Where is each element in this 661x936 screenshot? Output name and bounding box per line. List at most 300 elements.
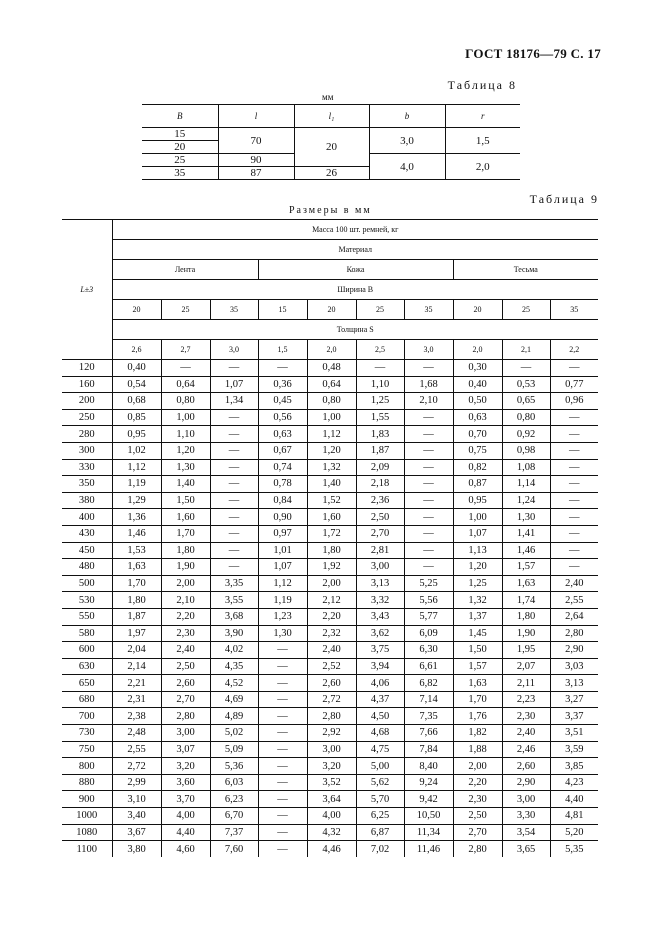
mass-cell: 1,52 (307, 492, 356, 509)
mass-cell: — (258, 360, 307, 377)
table-row (62, 442, 598, 459)
length-cell: 120 (62, 360, 112, 377)
mass-cell: 1,08 (502, 459, 550, 476)
mass-cell: 4,32 (307, 824, 356, 841)
t9-width-value: 35 (550, 300, 598, 320)
mass-cell: — (550, 459, 598, 476)
mass-cell: — (210, 409, 258, 426)
t9-thickness-value: 2,6 (112, 340, 161, 360)
table9 (62, 219, 598, 857)
t9-thickness-header: Толщина S (112, 320, 598, 340)
mass-cell: — (356, 360, 404, 377)
mass-cell: 0,45 (258, 393, 307, 410)
mass-cell: 2,80 (550, 625, 598, 642)
mass-cell: 5,20 (550, 824, 598, 841)
mass-cell: 4,35 (210, 658, 258, 675)
mass-cell: 2,72 (112, 758, 161, 775)
mass-cell: 2,80 (161, 708, 210, 725)
table-row (62, 376, 598, 393)
t9-width-header: Ширина B (112, 280, 598, 300)
mass-cell: 2,60 (502, 758, 550, 775)
mass-cell: 2,18 (356, 476, 404, 493)
mass-cell: 3,65 (502, 841, 550, 857)
mass-cell: 1,87 (356, 442, 404, 459)
mass-cell: 11,34 (404, 824, 453, 841)
t9-width-value: 25 (356, 300, 404, 320)
mass-cell: 2,00 (453, 758, 502, 775)
mass-cell: — (258, 841, 307, 857)
t9-width-value: 35 (210, 300, 258, 320)
mass-cell: 5,00 (356, 758, 404, 775)
t8-cell: 2,0 (445, 154, 520, 180)
table-row (62, 642, 598, 659)
t8-cell: 25 (142, 154, 218, 167)
mass-cell: 3,32 (356, 592, 404, 609)
mass-cell: 3,68 (210, 608, 258, 625)
mass-cell: 7,60 (210, 841, 258, 857)
mass-cell: 1,74 (502, 592, 550, 609)
t9-width-value: 25 (502, 300, 550, 320)
table-row (62, 808, 598, 825)
length-cell: 380 (62, 492, 112, 509)
mass-cell: — (258, 808, 307, 825)
mass-cell: — (404, 409, 453, 426)
mass-cell: — (550, 476, 598, 493)
mass-cell: 6,82 (404, 675, 453, 692)
mass-cell: 1,55 (356, 409, 404, 426)
mass-cell: 4,06 (356, 675, 404, 692)
table9-subtitle: Размеры в мм (289, 205, 372, 216)
t9-thickness-value: 2,5 (356, 340, 404, 360)
mass-cell: 1,20 (307, 442, 356, 459)
mass-cell: 2,31 (112, 691, 161, 708)
mass-cell: 2,70 (356, 525, 404, 542)
mass-cell: 2,64 (550, 608, 598, 625)
mass-cell: 1,02 (112, 442, 161, 459)
mass-cell: 5,35 (550, 841, 598, 857)
length-cell: 1000 (62, 808, 112, 825)
mass-cell: 1,07 (210, 376, 258, 393)
mass-cell: 3,94 (356, 658, 404, 675)
mass-cell: 1,46 (502, 542, 550, 559)
t8-cell: 26 (294, 167, 369, 180)
mass-cell: 3,10 (112, 791, 161, 808)
mass-cell: 2,30 (502, 708, 550, 725)
mass-cell: 2,99 (112, 774, 161, 791)
table-row (62, 409, 598, 426)
mass-cell: 2,30 (453, 791, 502, 808)
mass-cell: 6,87 (356, 824, 404, 841)
mass-cell: 2,80 (453, 841, 502, 857)
t8-cell: 20 (142, 141, 218, 154)
mass-cell: 0,48 (307, 360, 356, 377)
mass-cell: 3,64 (307, 791, 356, 808)
mass-cell: 0,95 (112, 426, 161, 443)
mass-cell: 3,52 (307, 774, 356, 791)
table-row (62, 459, 598, 476)
mass-cell: — (258, 708, 307, 725)
mass-cell: 4,46 (307, 841, 356, 857)
table-row (62, 525, 598, 542)
t8-header-b: b (369, 105, 445, 128)
mass-cell: — (258, 725, 307, 742)
t9-material-tape: Лента (112, 260, 258, 280)
mass-cell: 2,32 (307, 625, 356, 642)
mass-cell: 0,56 (258, 409, 307, 426)
mass-cell: 0,53 (502, 376, 550, 393)
mass-cell: 2,10 (161, 592, 210, 609)
mass-cell: — (258, 791, 307, 808)
mass-cell: 4,37 (356, 691, 404, 708)
mass-cell: 1,60 (161, 509, 210, 526)
mass-cell: 1,00 (161, 409, 210, 426)
table-row (62, 575, 598, 592)
mass-cell: 0,63 (453, 409, 502, 426)
mass-cell: 0,54 (112, 376, 161, 393)
mass-cell: 0,64 (161, 376, 210, 393)
mass-cell: 2,52 (307, 658, 356, 675)
mass-cell: 3,80 (112, 841, 161, 857)
mass-cell: 4,52 (210, 675, 258, 692)
table-row (62, 691, 598, 708)
mass-cell: 2,14 (112, 658, 161, 675)
mass-cell: 3,20 (161, 758, 210, 775)
mass-cell: — (210, 542, 258, 559)
mass-cell: — (404, 360, 453, 377)
mass-cell: 1,23 (258, 608, 307, 625)
mass-cell: 1,53 (112, 542, 161, 559)
mass-cell: — (258, 774, 307, 791)
mass-cell: 3,40 (112, 808, 161, 825)
mass-cell: 3,13 (550, 675, 598, 692)
t9-material-header: Материал (112, 240, 598, 260)
mass-cell: — (404, 509, 453, 526)
mass-cell: 2,10 (404, 393, 453, 410)
mass-cell: — (550, 542, 598, 559)
t9-width-value: 35 (404, 300, 453, 320)
mass-cell: 4,89 (210, 708, 258, 725)
mass-cell: 2,00 (307, 575, 356, 592)
mass-cell: 1,95 (502, 642, 550, 659)
mass-cell: 4,68 (356, 725, 404, 742)
table-row (62, 559, 598, 576)
mass-cell: 0,64 (307, 376, 356, 393)
length-cell: 800 (62, 758, 112, 775)
mass-cell: 0,50 (453, 393, 502, 410)
table-row (62, 708, 598, 725)
mass-cell: 2,50 (453, 808, 502, 825)
mass-cell: 1,40 (161, 476, 210, 493)
mass-cell: 1,87 (112, 608, 161, 625)
mass-cell: — (210, 492, 258, 509)
mass-cell: 3,54 (502, 824, 550, 841)
mass-cell: 2,20 (453, 774, 502, 791)
mass-cell: 1,92 (307, 559, 356, 576)
t8-header-r: r (445, 105, 520, 128)
mass-cell: 4,00 (161, 808, 210, 825)
mass-cell: 2,20 (161, 608, 210, 625)
length-cell: 750 (62, 741, 112, 758)
mass-cell: 3,43 (356, 608, 404, 625)
mass-cell: 1,32 (307, 459, 356, 476)
mass-cell: 1,50 (161, 492, 210, 509)
table-row (62, 741, 598, 758)
mass-cell: — (550, 360, 598, 377)
mass-cell: 1,13 (453, 542, 502, 559)
t9-width-value: 20 (307, 300, 356, 320)
mass-cell: — (258, 642, 307, 659)
mass-cell: — (550, 409, 598, 426)
t9-thickness-value: 2,0 (453, 340, 502, 360)
mass-cell: 5,09 (210, 741, 258, 758)
table-row (62, 758, 598, 775)
mass-cell: 0,95 (453, 492, 502, 509)
t9-width-value: 20 (112, 300, 161, 320)
mass-cell: 0,80 (307, 393, 356, 410)
mass-cell: 3,59 (550, 741, 598, 758)
mass-cell: 7,02 (356, 841, 404, 857)
mass-cell: 2,04 (112, 642, 161, 659)
mass-cell: — (550, 426, 598, 443)
mass-cell: 2,40 (502, 725, 550, 742)
t8-header-l1: l₁ (294, 105, 369, 128)
mass-cell: — (550, 509, 598, 526)
mass-cell: 0,84 (258, 492, 307, 509)
mass-cell: 1,46 (112, 525, 161, 542)
mass-cell: 1,40 (307, 476, 356, 493)
mass-cell: 1,24 (502, 492, 550, 509)
table-row (62, 509, 598, 526)
table-row (62, 393, 598, 410)
mass-cell: 0,68 (112, 393, 161, 410)
mass-cell: 1,80 (161, 542, 210, 559)
length-cell: 430 (62, 525, 112, 542)
length-cell: 900 (62, 791, 112, 808)
table8-units: мм (322, 92, 334, 102)
length-cell: 1100 (76, 843, 98, 855)
mass-cell: 2,40 (550, 575, 598, 592)
mass-cell: 2,70 (453, 824, 502, 841)
mass-cell: 1,36 (112, 509, 161, 526)
mass-cell: 1,20 (161, 442, 210, 459)
mass-cell: 0,75 (453, 442, 502, 459)
mass-cell: — (258, 741, 307, 758)
mass-cell: 5,62 (356, 774, 404, 791)
mass-cell: 2,21 (112, 675, 161, 692)
mass-cell: 1,76 (453, 708, 502, 725)
length-cell: 1080 (62, 824, 112, 841)
mass-cell: 4,81 (550, 808, 598, 825)
mass-cell: 6,70 (210, 808, 258, 825)
mass-cell: 0,92 (502, 426, 550, 443)
mass-cell: 1,34 (210, 393, 258, 410)
mass-cell: — (404, 476, 453, 493)
table-row (62, 725, 598, 742)
mass-cell: 0,67 (258, 442, 307, 459)
mass-cell: 5,77 (404, 608, 453, 625)
mass-cell: 2,55 (112, 741, 161, 758)
mass-cell: 1,88 (453, 741, 502, 758)
mass-cell: — (258, 824, 307, 841)
mass-cell: 7,84 (404, 741, 453, 758)
mass-cell: 3,90 (210, 625, 258, 642)
mass-cell: 0,30 (453, 360, 502, 377)
mass-cell: 1,63 (453, 675, 502, 692)
table8-caption: Таблица 8 (447, 78, 517, 92)
mass-cell: 3,37 (550, 708, 598, 725)
mass-cell: 2,20 (307, 608, 356, 625)
mass-cell: — (210, 459, 258, 476)
mass-cell: — (258, 691, 307, 708)
mass-cell: 3,55 (210, 592, 258, 609)
length-cell: 280 (62, 426, 112, 443)
mass-cell: 3,07 (161, 741, 210, 758)
table-row (62, 476, 598, 493)
mass-cell: 1,25 (356, 393, 404, 410)
mass-cell: 4,75 (356, 741, 404, 758)
mass-cell: 2,50 (161, 658, 210, 675)
length-cell: 450 (62, 542, 112, 559)
t8-cell: 3,0 (369, 128, 445, 154)
length-cell: 300 (62, 442, 112, 459)
mass-cell: — (404, 459, 453, 476)
mass-cell: 2,30 (161, 625, 210, 642)
mass-cell: — (258, 658, 307, 675)
mass-cell: 1,00 (453, 509, 502, 526)
mass-cell: 11,46 (404, 841, 453, 857)
t8-cell: 15 (142, 128, 218, 141)
length-cell: 580 (62, 625, 112, 642)
mass-cell: 1,80 (502, 608, 550, 625)
mass-cell: 1,12 (307, 426, 356, 443)
length-cell: 350 (62, 476, 112, 493)
page-header: ГОСТ 18176—79 С. 17 (465, 46, 601, 61)
mass-cell: 1,80 (112, 592, 161, 609)
mass-cell: 8,40 (404, 758, 453, 775)
mass-cell: 5,70 (356, 791, 404, 808)
mass-cell: — (210, 476, 258, 493)
mass-cell: 0,90 (258, 509, 307, 526)
mass-cell: 1,70 (112, 575, 161, 592)
mass-cell: 2,70 (161, 691, 210, 708)
t8-header-l: l (218, 105, 294, 128)
length-cell: 730 (62, 725, 112, 742)
mass-cell: 1,45 (453, 625, 502, 642)
mass-cell: 1,57 (453, 658, 502, 675)
mass-cell: 4,60 (161, 841, 210, 857)
mass-cell: 0,40 (453, 376, 502, 393)
mass-cell: — (550, 492, 598, 509)
mass-cell: 4,40 (161, 824, 210, 841)
mass-cell: 1,12 (112, 459, 161, 476)
table-row (62, 492, 598, 509)
t9-material-leather: Кожа (258, 260, 453, 280)
t9-mass-header: Масса 100 шт. ремней, кг (112, 220, 598, 240)
table-row (62, 675, 598, 692)
mass-cell: 6,23 (210, 791, 258, 808)
mass-cell: 1,30 (502, 509, 550, 526)
length-cell: 160 (62, 376, 112, 393)
mass-cell: 1,90 (502, 625, 550, 642)
mass-cell: 1,60 (307, 509, 356, 526)
mass-cell: 4,02 (210, 642, 258, 659)
mass-cell: — (210, 426, 258, 443)
mass-cell: 2,72 (307, 691, 356, 708)
t9-width-value: 15 (258, 300, 307, 320)
mass-cell: — (502, 360, 550, 377)
mass-cell: 1,57 (502, 559, 550, 576)
mass-cell: — (210, 559, 258, 576)
t9-thickness-value: 3,0 (210, 340, 258, 360)
mass-cell: 2,50 (356, 509, 404, 526)
mass-cell: 1,10 (356, 376, 404, 393)
mass-cell: 3,85 (550, 758, 598, 775)
mass-cell: 0,36 (258, 376, 307, 393)
mass-cell: 5,02 (210, 725, 258, 742)
mass-cell: 0,40 (112, 360, 161, 377)
mass-cell: 0,70 (453, 426, 502, 443)
mass-cell: 5,25 (404, 575, 453, 592)
mass-cell: — (404, 559, 453, 576)
mass-cell: 5,36 (210, 758, 258, 775)
mass-cell: — (210, 509, 258, 526)
mass-cell: 6,03 (210, 774, 258, 791)
mass-cell: 2,81 (356, 542, 404, 559)
mass-cell: 1,10 (161, 426, 210, 443)
mass-cell: 6,30 (404, 642, 453, 659)
table9-caption: Таблица 9 (529, 192, 599, 206)
length-cell: 650 (62, 675, 112, 692)
length-cell: 600 (62, 642, 112, 659)
mass-cell: — (161, 360, 210, 377)
mass-cell: — (404, 442, 453, 459)
mass-cell: 2,48 (112, 725, 161, 742)
mass-cell: — (210, 525, 258, 542)
mass-cell: 7,37 (210, 824, 258, 841)
mass-cell: — (404, 542, 453, 559)
t8-cell: 20 (294, 128, 369, 167)
mass-cell: 2,55 (550, 592, 598, 609)
mass-cell: 1,63 (112, 559, 161, 576)
length-cell: 330 (62, 459, 112, 476)
mass-cell: 1,70 (453, 691, 502, 708)
t9-material-webbing: Тесьма (453, 260, 598, 280)
mass-cell: 3,75 (356, 642, 404, 659)
mass-cell: 2,40 (161, 642, 210, 659)
t8-cell: 70 (218, 128, 294, 154)
mass-cell: — (550, 442, 598, 459)
t8-cell: 4,0 (369, 154, 445, 180)
length-cell: 530 (62, 592, 112, 609)
table-row (62, 841, 598, 857)
t9-width-value: 25 (161, 300, 210, 320)
mass-cell: 7,35 (404, 708, 453, 725)
mass-cell: 1,70 (161, 525, 210, 542)
mass-cell: 4,40 (550, 791, 598, 808)
mass-cell: 9,24 (404, 774, 453, 791)
mass-cell: 0,80 (502, 409, 550, 426)
mass-cell: — (404, 492, 453, 509)
mass-cell: 0,63 (258, 426, 307, 443)
mass-cell: 1,83 (356, 426, 404, 443)
mass-cell: 2,60 (307, 675, 356, 692)
mass-cell: 3,51 (550, 725, 598, 742)
mass-cell: — (258, 675, 307, 692)
length-cell: 700 (62, 708, 112, 725)
mass-cell: 6,61 (404, 658, 453, 675)
mass-cell: 0,78 (258, 476, 307, 493)
length-cell: 550 (62, 608, 112, 625)
